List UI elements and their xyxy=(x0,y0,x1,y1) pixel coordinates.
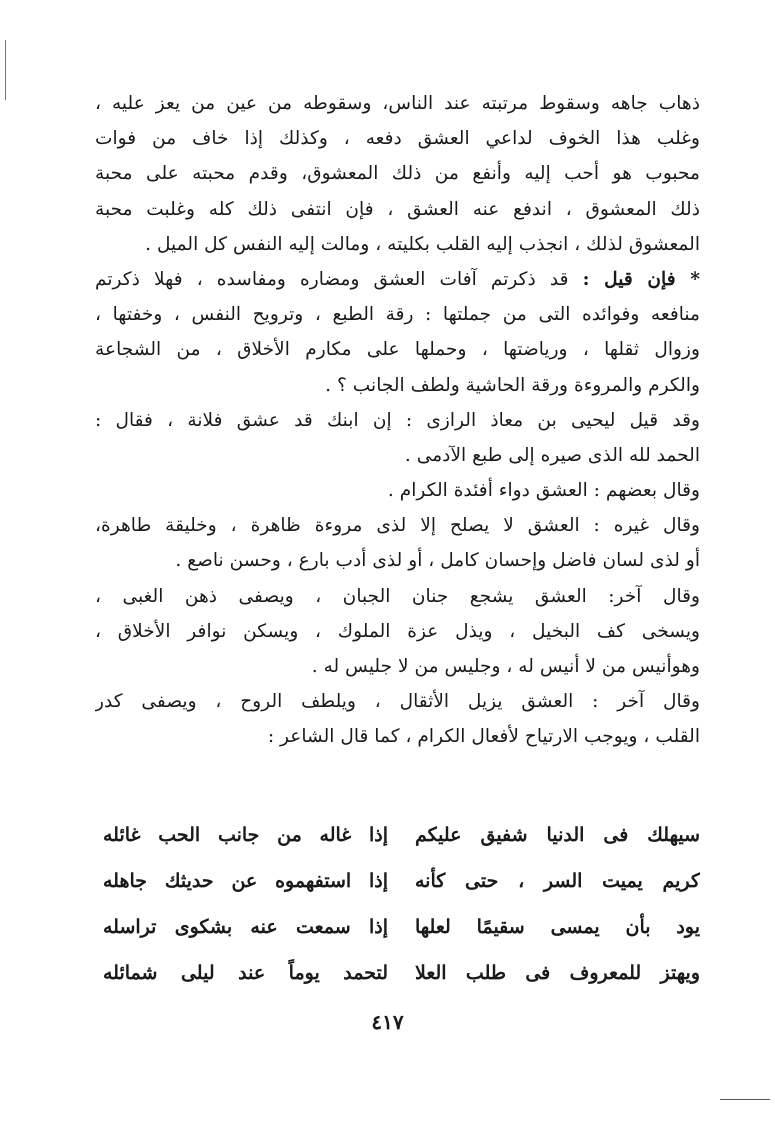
text-line: ذهاب جاهه وسقوط مرتبته عند الناس، وسقوطه من عين من يعز عليه ، xyxy=(95,93,700,114)
text-line-rest: قد ذكرتم آفات العشق ومضاره ومفاسده ، فهلا ذكرتم xyxy=(95,268,569,290)
text-line: القلب ، ويوجب الارتياح لأفعال الكرام ، كما قال الشاعر : xyxy=(267,726,700,748)
text-line: الحمد لله الذى صيره إلى طبع الآدمى . xyxy=(404,444,700,466)
prose-block xyxy=(95,86,700,755)
verse-first-hemistich: كريم يميت السر ، حتى كأنه xyxy=(415,870,700,892)
text-line: وقال آخر : العشق يزيل الأثقال ، ويلطف الروح ، ويصفى كدر xyxy=(95,691,700,713)
text-line: محبوب هو أحب إليه وأنفع من ذلك المعشوق، وقدم محبته على محبة xyxy=(95,163,700,185)
margin-line xyxy=(5,40,6,100)
footer-rule xyxy=(720,1099,770,1100)
verse-first-hemistich: ويهتز للمعروف فى طلب العلا xyxy=(415,962,700,984)
text-line: وغلب هذا الخوف لداعي العشق دفعه ، وكذلك إذا خاف من فوات xyxy=(95,128,700,150)
verse-second-hemistich: إذا استفهموه عن حديثك جاهله xyxy=(103,870,388,892)
text-line: وهوأنيس من لا أنيس له ، وجليس من لا جليس له . xyxy=(311,656,700,677)
verse-row xyxy=(95,950,700,996)
text-line xyxy=(95,262,700,297)
text-line: أو لذى لسان فاضل وإحسان كامل ، أو لذى أدب بارع ، وحسن ناصع . xyxy=(175,550,700,572)
text-line: وقال بعضهم : العشق دواء أفئدة الكرام . xyxy=(387,480,700,502)
verse-second-hemistich: إذا سمعت عنه بشكوى تراسله xyxy=(103,916,388,938)
text-line: المعشوق لذلك ، انجذب إليه القلب بكليته ، ومالت إليه النفس كل الميل . xyxy=(145,233,700,255)
verse-row xyxy=(95,858,700,904)
text-line: والكرم والمروءة ورقة الحاشية ولطف الجانب ؟ . xyxy=(325,374,700,396)
verse-row xyxy=(95,904,700,950)
verse-second-hemistich: لتحمد يوماً عند ليلى شمائله xyxy=(103,962,388,984)
text-line: وقال آخر: العشق يشجع جنان الجبان ، ويصفى ذهن الغبى ، xyxy=(95,585,700,607)
text-line: وقال غيره : العشق لا يصلح إلا لذى مروءة ظاهرة ، وخليقة طاهرة، xyxy=(95,515,700,537)
text-line: ذلك المعشوق ، اندفع عنه العشق ، فإن انتفى ذلك كله وغلبت محبة xyxy=(95,198,700,220)
text-line: وزوال ثقلها ، ورياضتها ، وحملها على مكارم الأخلاق ، من الشجاعة xyxy=(95,339,700,361)
text-line: وقد قيل ليحيى بن معاذ الرازى : إن ابنك قد عشق فلانة ، فقال : xyxy=(95,409,700,431)
verse-first-hemistich: يود بأن يمسى سقيمًا لعلها xyxy=(415,916,700,938)
text-line: ويسخى كف البخيل ، ويذل عزة الملوك ، ويسكن نوافر الأخلاق ، xyxy=(95,620,700,642)
verse-first-hemistich: سيهلك فى الدنيا شفيق عليكم xyxy=(415,824,700,846)
bold-lead: * فإن قيل : xyxy=(582,268,700,290)
page-number: ٤١٧ xyxy=(371,1010,404,1034)
poem-block xyxy=(95,812,700,996)
verse-row xyxy=(95,812,700,858)
verse-second-hemistich: إذا غاله من جانب الحب غائله xyxy=(103,824,388,846)
text-line: منافعه وفوائده التى من جملتها : رقة الطبع ، وترويح النفس ، وخفتها ، xyxy=(95,304,700,326)
